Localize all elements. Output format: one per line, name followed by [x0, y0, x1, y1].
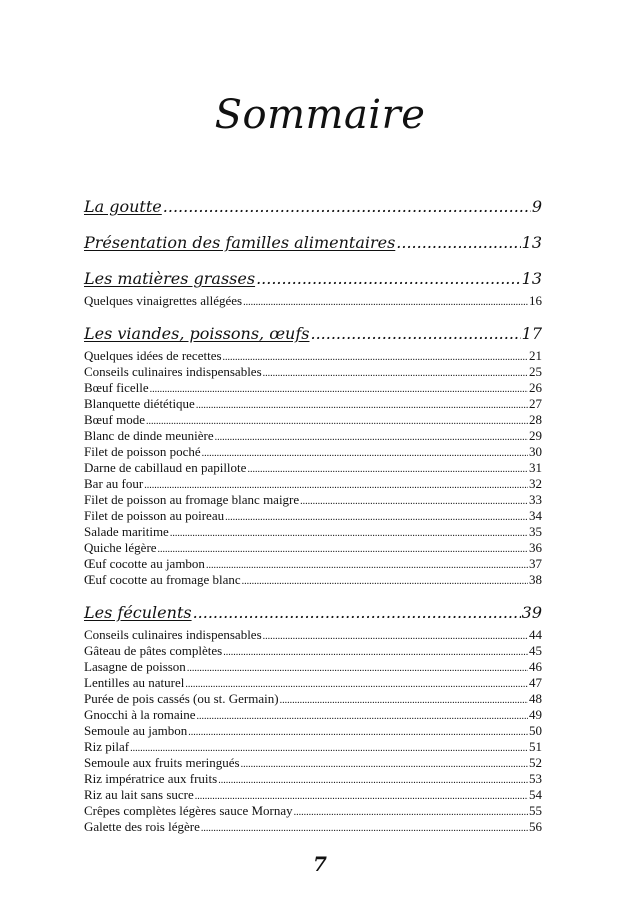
- toc-entry[interactable]: [84, 476, 542, 492]
- dot-leader: [196, 398, 528, 414]
- entry-page-number: 25: [529, 364, 542, 379]
- section-page-number: 17: [521, 324, 542, 343]
- toc-section-heading[interactable]: [84, 602, 542, 624]
- toc-entry[interactable]: [84, 707, 542, 723]
- dot-leader: [201, 821, 528, 837]
- entry-page-number: 35: [529, 524, 542, 539]
- entry-page-number: 33: [529, 492, 542, 507]
- toc-entry[interactable]: [84, 396, 542, 412]
- page-title: Sommaire: [214, 92, 426, 138]
- toc-section-heading[interactable]: [84, 196, 542, 218]
- entry-page-number: 51: [529, 739, 542, 754]
- dot-leader: [197, 709, 528, 725]
- entry-title: Bœuf mode: [84, 412, 146, 427]
- entry-title: Œuf cocotte au fromage blanc: [84, 572, 241, 587]
- entry-page-number: 36: [529, 540, 542, 555]
- entry-title: Riz pilaf: [84, 739, 130, 754]
- dot-leader: [202, 446, 528, 462]
- entry-title: Conseils culinaires indispensables: [84, 364, 262, 379]
- dot-leader: [193, 602, 521, 624]
- dot-leader: [241, 757, 528, 773]
- dot-leader: [280, 693, 528, 709]
- dot-leader: [158, 542, 528, 558]
- toc-entry[interactable]: [84, 460, 542, 476]
- dot-leader: [247, 462, 528, 478]
- toc-entry[interactable]: [84, 723, 542, 739]
- toc-section-heading[interactable]: [84, 268, 542, 290]
- toc-entry[interactable]: [84, 540, 542, 556]
- toc-section: [84, 268, 542, 309]
- toc-section-heading[interactable]: [84, 323, 542, 345]
- entry-page-number: 46: [529, 659, 542, 674]
- dot-leader: [215, 430, 528, 446]
- section-title: Les matières grasses: [84, 269, 256, 288]
- dot-leader: [256, 268, 521, 290]
- toc-entry[interactable]: [84, 819, 542, 835]
- entry-page-number: 30: [529, 444, 542, 459]
- dot-leader: [150, 382, 528, 398]
- entry-title: Purée de pois cassés (ou st. Germain): [84, 691, 279, 706]
- toc-entry[interactable]: [84, 691, 542, 707]
- entry-page-number: 34: [529, 508, 542, 523]
- toc-entry[interactable]: [84, 444, 542, 460]
- entry-page-number: 54: [529, 787, 542, 802]
- dot-leader: [163, 196, 531, 218]
- toc-section-heading[interactable]: [84, 232, 542, 254]
- toc-entry[interactable]: [84, 627, 542, 643]
- toc-entry[interactable]: [84, 380, 542, 396]
- entry-page-number: 21: [529, 348, 542, 363]
- entry-title: Semoule au jambon: [84, 723, 188, 738]
- entry-page-number: 52: [529, 755, 542, 770]
- entry-page-number: 38: [529, 572, 542, 587]
- entry-title: Filet de poisson au fromage blanc maigre: [84, 492, 300, 507]
- dot-leader: [300, 494, 528, 510]
- entry-page-number: 55: [529, 803, 542, 818]
- entry-title: Riz au lait sans sucre: [84, 787, 194, 802]
- dot-leader: [263, 629, 528, 645]
- entry-title: Filet de poisson poché: [84, 444, 201, 459]
- toc-entry[interactable]: [84, 293, 542, 309]
- entry-title: Quiche légère: [84, 540, 157, 555]
- toc-section: [84, 232, 542, 254]
- dot-leader: [223, 645, 528, 661]
- entry-title: Quelques idées de recettes: [84, 348, 222, 363]
- dot-leader: [206, 558, 528, 574]
- entry-page-number: 48: [529, 691, 542, 706]
- dot-leader: [225, 510, 528, 526]
- entry-title: Filet de poisson au poireau: [84, 508, 225, 523]
- entry-title: Lentilles au naturel: [84, 675, 185, 690]
- entry-title: Darne de cabillaud en papillote: [84, 460, 247, 475]
- dot-leader: [223, 350, 528, 366]
- entry-page-number: 50: [529, 723, 542, 738]
- entry-title: Œuf cocotte au jambon: [84, 556, 205, 571]
- dot-leader: [187, 661, 528, 677]
- entry-page-number: 31: [529, 460, 542, 475]
- toc-entry[interactable]: [84, 787, 542, 803]
- toc-entry[interactable]: [84, 348, 542, 364]
- toc-entry[interactable]: [84, 572, 542, 588]
- dot-leader: [263, 366, 528, 382]
- toc-entry[interactable]: [84, 556, 542, 572]
- section-page-number: 9: [531, 197, 542, 216]
- entry-title: Salade maritime: [84, 524, 169, 539]
- entry-page-number: 45: [529, 643, 542, 658]
- dot-leader: [188, 725, 528, 741]
- dot-leader: [396, 232, 520, 254]
- entry-title: Semoule aux fruits meringués: [84, 755, 240, 770]
- entry-title: Riz impératrice aux fruits: [84, 771, 218, 786]
- entry-page-number: 26: [529, 380, 542, 395]
- section-title: Présentation des familles alimentaires: [84, 233, 396, 252]
- entry-title: Lasagne de poisson: [84, 659, 186, 674]
- toc-entry[interactable]: [84, 492, 542, 508]
- section-title: Les viandes, poissons, œufs: [84, 324, 310, 343]
- toc-entry[interactable]: [84, 675, 542, 691]
- section-page-number: 13: [521, 269, 542, 288]
- entry-page-number: 49: [529, 707, 542, 722]
- toc-section: [84, 323, 542, 588]
- dot-leader: [218, 773, 528, 789]
- page-number: 7: [313, 852, 327, 876]
- entry-page-number: 32: [529, 476, 542, 491]
- entry-page-number: 29: [529, 428, 542, 443]
- entry-page-number: 53: [529, 771, 542, 786]
- toc-entry[interactable]: [84, 771, 542, 787]
- dot-leader: [170, 526, 528, 542]
- entry-page-number: 56: [529, 819, 542, 834]
- toc-entry[interactable]: [84, 524, 542, 540]
- entry-page-number: 27: [529, 396, 542, 411]
- entry-title: Bar au four: [84, 476, 144, 491]
- dot-leader: [243, 295, 528, 311]
- toc-entry[interactable]: [84, 739, 542, 755]
- toc-entry[interactable]: [84, 803, 542, 819]
- entry-title: Galette des rois légère: [84, 819, 200, 834]
- toc-section: [84, 196, 542, 218]
- section-title: Les féculents: [84, 603, 192, 622]
- toc-entry[interactable]: [84, 508, 542, 524]
- section-title: La goutte: [84, 197, 162, 216]
- toc-entry[interactable]: [84, 643, 542, 659]
- section-page-number: 13: [521, 233, 542, 252]
- entry-page-number: 28: [529, 412, 542, 427]
- entry-title: Gâteau de pâtes complètes: [84, 643, 223, 658]
- entry-page-number: 47: [529, 675, 542, 690]
- toc-entry[interactable]: [84, 412, 542, 428]
- dot-leader: [310, 323, 520, 345]
- toc-entry[interactable]: [84, 428, 542, 444]
- entry-page-number: 37: [529, 556, 542, 571]
- entry-title: Gnocchi à la romaine: [84, 707, 196, 722]
- section-page-number: 39: [521, 603, 542, 622]
- entry-page-number: 16: [529, 293, 542, 308]
- dot-leader: [242, 574, 528, 590]
- table-of-contents: [84, 196, 542, 849]
- entry-title: Bœuf ficelle: [84, 380, 149, 395]
- entry-title: Blanc de dinde meunière: [84, 428, 214, 443]
- toc-entry[interactable]: [84, 364, 542, 380]
- toc-section: [84, 602, 542, 835]
- entry-title: Crêpes complètes légères sauce Mornay: [84, 803, 293, 818]
- entry-title: Quelques vinaigrettes allégées: [84, 293, 243, 308]
- toc-entry[interactable]: [84, 659, 542, 675]
- toc-entry[interactable]: [84, 755, 542, 771]
- dot-leader: [294, 805, 528, 821]
- entry-page-number: 44: [529, 627, 542, 642]
- entry-title: Blanquette diététique: [84, 396, 195, 411]
- entry-title: Conseils culinaires indispensables: [84, 627, 262, 642]
